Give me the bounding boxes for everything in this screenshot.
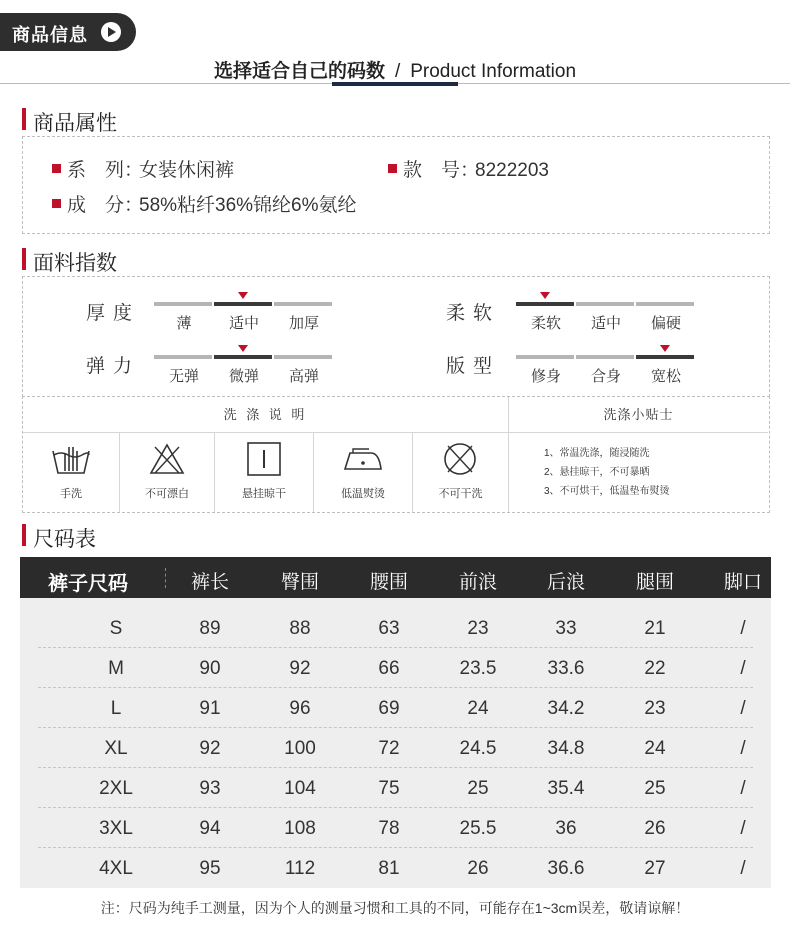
column-header: 裤子尺码 <box>48 573 128 595</box>
selected-marker-icon <box>238 345 248 352</box>
softness-scale <box>516 302 696 342</box>
table-cell: 112 <box>284 858 316 879</box>
table-row <box>38 648 753 688</box>
attr-value: 8222203 <box>475 160 549 181</box>
selected-marker-icon <box>540 292 550 299</box>
table-cell: 72 <box>378 738 400 759</box>
table-cell: 34.2 <box>547 698 585 719</box>
wash-label: 不可干洗 <box>438 488 483 500</box>
no-bleach-icon <box>147 441 187 477</box>
scale-option-label: 柔软 <box>530 315 561 332</box>
table-cell: 33.6 <box>547 658 585 679</box>
wash-tips-list <box>544 444 670 501</box>
table-cell: 69 <box>378 698 400 719</box>
wash-label: 悬挂晾干 <box>242 488 286 500</box>
measurement-note: 注：尺码为纯手工测量，因为个人的测量习惯和工具的不同，可能存在1~3cm误差，敬请谅解！ <box>100 900 690 916</box>
wash-label: 不可漂白 <box>145 488 189 500</box>
table-cell: 24 <box>467 698 489 719</box>
low-iron-icon <box>341 441 385 477</box>
table-cell: 100 <box>284 738 316 759</box>
scale-segment <box>516 355 574 359</box>
fit-scale <box>516 355 696 395</box>
section-marker <box>22 108 26 130</box>
table-row <box>38 608 753 648</box>
bullet-icon <box>52 164 61 173</box>
table-cell: 36 <box>555 818 577 839</box>
elasticity-scale <box>154 355 334 395</box>
column-header: 臀围 <box>280 572 319 593</box>
table-cell: / <box>740 778 746 799</box>
column-header: 后浪 <box>546 572 585 593</box>
wash-label: 低温熨烫 <box>341 488 385 500</box>
hang-dry-icon <box>244 441 284 477</box>
attr-value: 女装休闲裤 <box>139 160 235 181</box>
size-table-body <box>20 598 771 888</box>
table-cell: 78 <box>378 818 400 839</box>
section-marker <box>22 524 26 546</box>
table-cell: 96 <box>289 698 311 719</box>
column-header: 腰围 <box>369 572 408 593</box>
scale-label-elasticity: 弹力 <box>86 356 141 377</box>
scale-option-label: 合身 <box>590 368 621 385</box>
wash-item-no-bleach <box>120 433 214 513</box>
table-cell: / <box>740 738 746 759</box>
wash-tip: 2、悬挂晾干，不可暴晒 <box>544 467 650 478</box>
section-title-text: 商品属性 <box>33 112 117 135</box>
page-title <box>0 56 790 83</box>
column-header: 裤长 <box>190 572 229 593</box>
scale-segment <box>516 302 574 306</box>
attr-composition <box>52 190 357 217</box>
scale-segment <box>154 302 212 306</box>
wash-item-no-dry-clean <box>413 433 508 513</box>
table-cell: 90 <box>199 658 221 679</box>
table-cell: M <box>108 658 124 679</box>
selected-marker-icon <box>660 345 670 352</box>
table-cell: 75 <box>378 778 400 799</box>
wash-tip: 3、不可烘干，低温垫布熨烫 <box>544 486 670 497</box>
table-cell: 88 <box>289 618 311 639</box>
no-dry-clean-icon <box>440 441 480 477</box>
table-cell: 23.5 <box>459 658 497 679</box>
table-row <box>38 728 753 768</box>
wash-item-hang-dry <box>215 433 313 513</box>
attributes-box <box>22 136 770 234</box>
size-table-header <box>20 557 771 598</box>
table-row <box>38 768 753 808</box>
section-title-text: 尺码表 <box>33 528 96 551</box>
wash-item-hand-wash <box>23 433 119 513</box>
bullet-icon <box>52 199 61 208</box>
table-cell: / <box>740 858 746 879</box>
scale-option-label: 宽松 <box>650 368 681 385</box>
attr-style-no <box>388 155 549 182</box>
table-cell: 23 <box>467 618 489 639</box>
scale-option-label: 修身 <box>530 368 561 385</box>
table-cell: 25 <box>644 778 666 799</box>
scale-segment <box>154 355 212 359</box>
bullet-icon <box>388 164 397 173</box>
table-cell: 3XL <box>99 818 133 839</box>
title-en: Product Information <box>410 61 577 82</box>
table-cell: 26 <box>467 858 489 879</box>
table-cell: XL <box>104 738 128 759</box>
table-cell: 36.6 <box>547 858 585 879</box>
table-cell: / <box>740 618 746 639</box>
selected-marker-icon <box>238 292 248 299</box>
table-cell: L <box>110 698 122 719</box>
play-icon <box>101 22 121 42</box>
table-cell: 4XL <box>99 858 133 879</box>
scale-option-label: 微弹 <box>228 368 259 385</box>
table-cell: 33 <box>555 618 577 639</box>
table-cell: 104 <box>284 778 316 799</box>
scale-option-label: 适中 <box>590 315 621 332</box>
wash-item-low-iron <box>314 433 412 513</box>
table-cell: 66 <box>378 658 400 679</box>
wash-label: 手洗 <box>60 488 82 500</box>
table-cell: 25 <box>467 778 489 799</box>
scale-option-label: 适中 <box>228 315 259 332</box>
title-cn: 选择适合自己的码数 <box>213 61 385 82</box>
section-marker <box>22 248 26 270</box>
table-cell: 95 <box>199 858 221 879</box>
table-cell: 2XL <box>99 778 133 799</box>
title-separator: / <box>394 61 401 82</box>
table-cell: 21 <box>644 618 666 639</box>
attr-key: 成 分： <box>67 195 144 216</box>
hand-wash-icon <box>51 441 91 477</box>
scale-label-softness: 柔软 <box>446 303 501 324</box>
table-cell: 94 <box>199 818 221 839</box>
table-cell: 92 <box>199 738 221 759</box>
wash-title: 洗 涤 说 明 <box>23 397 508 433</box>
table-cell: 24.5 <box>459 738 497 759</box>
scale-segment <box>214 302 272 306</box>
header-accent-bar <box>332 82 458 86</box>
scale-option-label: 加厚 <box>288 315 319 332</box>
scale-option-label: 偏硬 <box>650 315 681 332</box>
table-cell: 25.5 <box>459 818 497 839</box>
attr-key: 系 列： <box>67 160 144 181</box>
wash-divider <box>508 397 509 512</box>
table-cell: / <box>740 698 746 719</box>
scale-option-label: 无弹 <box>168 368 199 385</box>
attr-value: 58%粘纤36%锦纶6%氨纶 <box>139 195 357 216</box>
table-row <box>38 688 753 728</box>
scale-segment <box>576 302 634 306</box>
wash-tip: 1、常温洗涤，随浸随洗 <box>544 448 650 459</box>
scale-segment <box>274 355 332 359</box>
table-cell: 89 <box>199 618 221 639</box>
scale-segment <box>636 302 694 306</box>
table-cell: / <box>740 658 746 679</box>
thickness-scale <box>154 302 334 342</box>
scale-label-thickness: 厚度 <box>86 303 141 324</box>
attr-series <box>52 155 234 182</box>
table-cell: 23 <box>644 698 666 719</box>
column-header: 脚口 <box>723 572 762 593</box>
table-cell: 63 <box>378 618 400 639</box>
section-title-text: 面料指数 <box>33 252 117 275</box>
table-row <box>38 808 753 848</box>
table-cell: 27 <box>644 858 666 879</box>
column-header: 腿围 <box>635 572 674 593</box>
table-cell: 26 <box>644 818 666 839</box>
column-header: 前浪 <box>458 572 497 593</box>
table-cell: 34.8 <box>547 738 585 759</box>
table-cell: / <box>740 818 746 839</box>
table-cell: 91 <box>199 698 221 719</box>
scale-segment <box>576 355 634 359</box>
scale-segment <box>636 355 694 359</box>
table-cell: S <box>109 618 123 639</box>
table-cell: 81 <box>378 858 400 879</box>
table-cell: 35.4 <box>547 778 585 799</box>
scale-segment <box>274 302 332 306</box>
wash-tips-title: 洗涤小贴士 <box>509 397 768 433</box>
table-cell: 108 <box>284 818 316 839</box>
attr-key: 款 号： <box>403 160 480 181</box>
table-cell: 24 <box>644 738 666 759</box>
table-cell: 93 <box>199 778 221 799</box>
product-info-badge <box>0 13 136 51</box>
scale-label-fit: 版型 <box>446 356 501 377</box>
table-row <box>38 848 753 888</box>
scale-segment <box>214 355 272 359</box>
scale-option-label: 薄 <box>176 315 192 332</box>
scale-option-label: 高弹 <box>288 368 319 385</box>
table-cell: 92 <box>289 658 311 679</box>
badge-label: 商品信息 <box>12 25 88 45</box>
table-cell: 22 <box>644 658 666 679</box>
